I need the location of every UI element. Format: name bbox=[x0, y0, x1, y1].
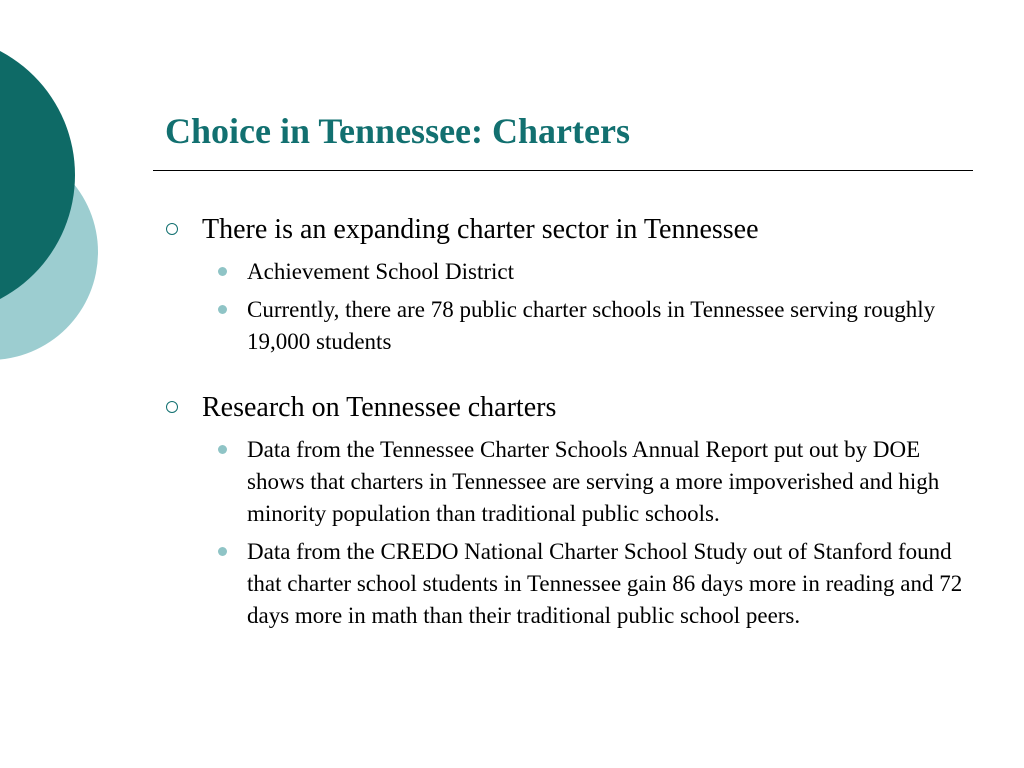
decorative-circles bbox=[0, 0, 120, 420]
section-heading-research bbox=[160, 388, 970, 428]
dot-bullet-icon bbox=[218, 267, 227, 276]
hollow-circle-bullet-icon bbox=[166, 223, 178, 235]
bullet-text: Currently, there are 78 public charter schools in Tennessee serving roughly 19,000 students bbox=[247, 297, 936, 354]
bullet-text: Data from the Tennessee Charter Schools Annual Report put out by DOE shows that charters in Tennessee are serving a more impoverished and high minority population than traditional public schools. bbox=[247, 437, 940, 526]
dot-bullet-icon bbox=[218, 445, 227, 454]
dot-bullet-icon bbox=[218, 547, 227, 556]
hollow-circle-bullet-icon bbox=[166, 401, 178, 413]
section-spacer bbox=[160, 358, 970, 388]
bullet-item bbox=[160, 256, 970, 288]
slide-title: Choice in Tennessee: Charters bbox=[165, 111, 630, 151]
bullet-text: Data from the CREDO National Charter School Study out of Stanford found that charter school students in Tennessee gain 86 days more in reading and 72 days more in math than their traditional public school peers. bbox=[247, 539, 963, 628]
bullet-item bbox=[160, 434, 970, 530]
section-heading-expanding-sector bbox=[160, 210, 970, 250]
section-heading-text: There is an expanding charter sector in Tennessee bbox=[202, 214, 759, 245]
title-divider bbox=[153, 170, 973, 171]
dot-bullet-icon bbox=[218, 305, 227, 314]
bullet-item bbox=[160, 294, 970, 358]
slide-body bbox=[160, 210, 970, 632]
bullet-text: Achievement School District bbox=[247, 259, 514, 284]
section-heading-text: Research on Tennessee charters bbox=[202, 392, 557, 423]
bullet-item bbox=[160, 536, 970, 632]
